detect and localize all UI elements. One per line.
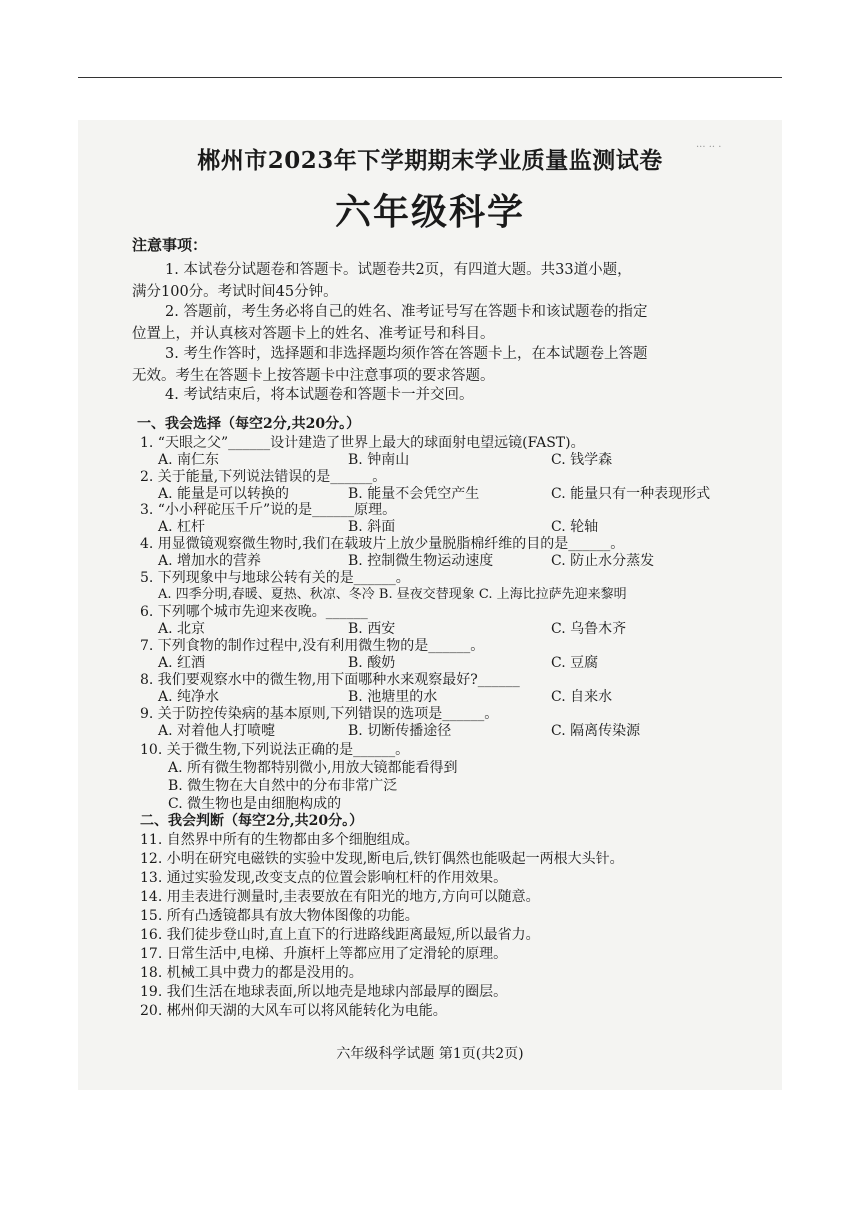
judgment-item: 20. 郴州仰天湖的大风车可以将风能转化为电能。 — [140, 1003, 447, 1019]
judgment-item: 11. 自然界中所有的生物都由多个细胞组成。 — [140, 832, 419, 848]
notice-heading: 注意事项： — [132, 236, 208, 254]
judgment-item: 16. 我们徒步登山时,直上直下的行进路线距离最短,所以最省力。 — [140, 927, 540, 943]
notice-line: 无效。考生在答题卡上按答题卡中注意事项的要求答题。 — [132, 368, 495, 384]
notice-line: 3. 考生作答时，选择题和非选择题均须作答在答题卡上，在本试题卷上答题 — [165, 346, 648, 362]
judgment-item: 18. 机械工具中费力的都是没用的。 — [140, 965, 363, 981]
option-b: B. 西安 — [348, 621, 396, 637]
option-c: C. 防止水分蒸发 — [551, 553, 655, 569]
judgment-item: 15. 所有凸透镜都具有放大物体图像的功能。 — [140, 908, 419, 924]
option-c: C. 乌鲁木齐 — [551, 621, 627, 637]
option-a: A. 北京 — [158, 621, 206, 637]
option-a: A. 南仁东 — [158, 452, 220, 468]
judgment-item: 19. 我们生活在地球表面,所以地壳是地球内部最厚的圈层。 — [140, 984, 508, 1000]
option-a: A. 红酒 — [158, 655, 206, 671]
option-c: C. 钱学森 — [551, 452, 613, 468]
question-stem: 6. 下列哪个城市先迎来夜晚。______ — [140, 604, 368, 620]
top-rule — [78, 77, 782, 78]
notice-line: 4. 考试结束后，将本试题卷和答题卡一并交回。 — [165, 387, 474, 403]
option-c: C. 微生物也是由细胞构成的 — [168, 796, 342, 812]
question-stem: 8. 我们要观察水中的微生物,用下面哪种水来观察最好?______ — [140, 672, 520, 688]
notice-line: 2. 答题前，考生务必将自己的姓名、准考证号写在答题卡和该试题卷的指定 — [165, 304, 648, 320]
page-footer: 六年级科学试题 第1页(共2页) — [336, 1046, 524, 1062]
notice-line: 满分100分。考试时间45分钟。 — [132, 284, 338, 300]
option-c: C. 轮轴 — [551, 519, 599, 535]
option-a: A. 所有微生物都特别微小,用放大镜都能看得到 — [168, 760, 458, 776]
option-b: B. 钟南山 — [348, 452, 410, 468]
option-a: A. 纯净水 — [158, 689, 220, 705]
judgment-item: 17. 日常生活中,电梯、升旗杆上等都应用了定滑轮的原理。 — [140, 946, 508, 962]
option-b: B. 酸奶 — [348, 655, 396, 671]
option-b: B. 控制微生物运动速度 — [348, 553, 494, 569]
question-stem: 10. 关于微生物,下列说法正确的是______。 — [140, 742, 410, 758]
section1-heading: 一、我会选择（每空2分,共20分。） — [137, 416, 361, 432]
option-a: A. 杠杆 — [158, 519, 206, 535]
notice-line: 1. 本试卷分试题卷和答题卡。试题卷共2页，有四道大题。共33道小题， — [165, 262, 632, 278]
option-a: A. 对着他人打喷嚏 — [158, 723, 276, 739]
options-line: A. 四季分明,春暖、夏热、秋凉、冬冷 B. 昼夜交替现象 C. 上海比拉萨先迎来黎明 — [158, 587, 627, 602]
corner-mark: ··· ·· · — [696, 142, 722, 153]
exam-title: 郴州市2023年下学期期末学业质量监测试卷 — [197, 147, 663, 174]
option-a: A. 增加水的营养 — [158, 553, 262, 569]
question-stem: 7. 下列食物的制作过程中,没有利用微生物的是______。 — [140, 638, 485, 654]
question-stem: 3. “小小秤砣压千斤”说的是______原理。 — [140, 502, 397, 518]
judgment-item: 13. 通过实验发现,改变支点的位置会影响杠杆的作用效果。 — [140, 870, 508, 886]
question-stem: 1. “天眼之父”______设计建造了世界上最大的球面射电望远镜(FAST)。 — [140, 435, 585, 451]
notice-line: 位置上，并认真核对答题卡上的姓名、准考证号和科目。 — [132, 326, 495, 342]
judgment-item: 14. 用圭表进行测量时,圭表要放在有阳光的地方,方向可以随意。 — [140, 889, 540, 905]
question-stem: 2. 关于能量,下列说法错误的是______。 — [140, 469, 387, 485]
question-stem: 9. 关于防控传染病的基本原则,下列错误的选项是______。 — [140, 706, 499, 722]
option-c: C. 豆腐 — [551, 655, 599, 671]
option-c: C. 隔离传染源 — [551, 723, 641, 739]
judgment-item: 12. 小明在研究电磁铁的实验中发现,断电后,铁钉偶然也能吸起一两根大头针。 — [140, 851, 624, 867]
question-stem: 4. 用显微镜观察微生物时,我们在载玻片上放少量脱脂棉纤维的目的是______。 — [140, 536, 625, 552]
option-c: C. 自来水 — [551, 689, 613, 705]
option-b: B. 切断传播途径 — [348, 723, 452, 739]
option-b: B. 斜面 — [348, 519, 396, 535]
option-b: B. 微生物在大自然中的分布非常广泛 — [168, 778, 398, 794]
option-a: A. 能量是可以转换的 — [158, 486, 290, 502]
option-b: B. 能量不会凭空产生 — [348, 486, 480, 502]
section2-heading: 二、我会判断（每空2分,共20分。） — [140, 813, 364, 829]
question-stem: 5. 下列现象中与地球公转有关的是______。 — [140, 570, 410, 586]
option-c: C. 能量只有一种表现形式 — [551, 486, 711, 502]
exam-subject-title: 六年级科学 — [334, 191, 525, 233]
option-b: B. 池塘里的水 — [348, 689, 438, 705]
